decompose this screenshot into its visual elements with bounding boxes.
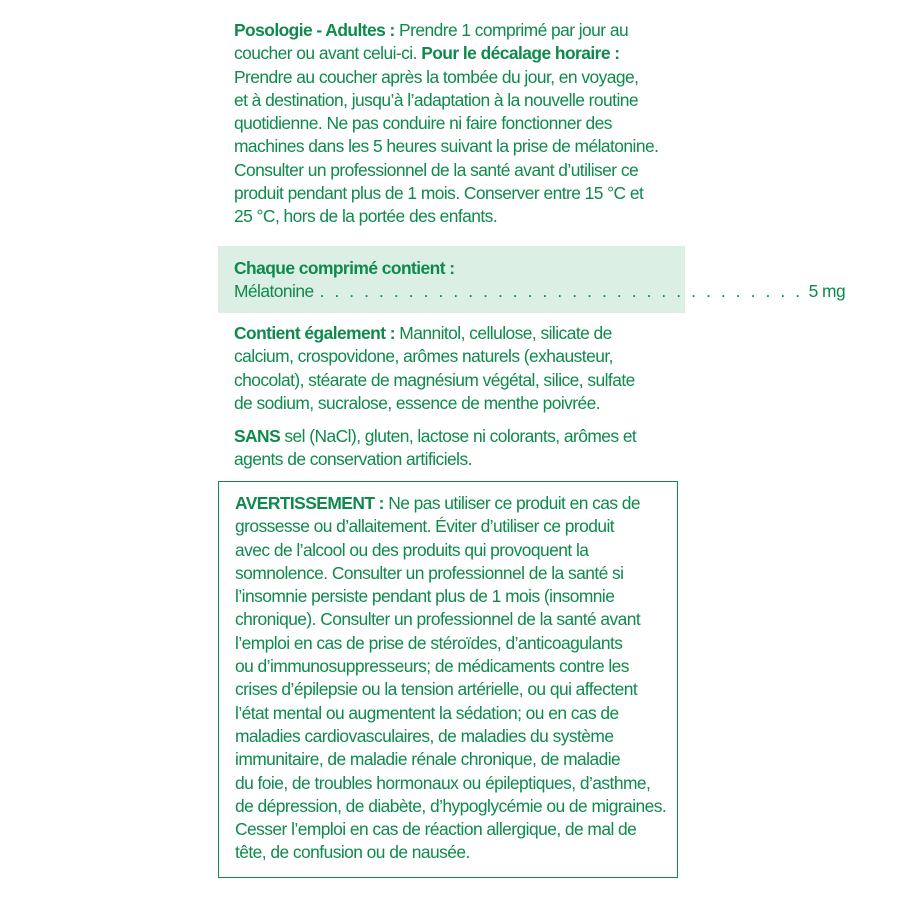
text-line xyxy=(235,748,677,771)
text-run: avec de l’alcool ou des produits qui provoquent la xyxy=(235,539,589,560)
text-run: l’état mental ou augmentent la sédation; ou en cas de xyxy=(235,702,619,723)
text-line xyxy=(235,608,677,631)
text-run: chocolat), stéarate de magnésium végétal, silice, sulfate xyxy=(234,369,635,390)
text-line xyxy=(234,425,668,448)
text-line xyxy=(235,585,677,608)
text-line xyxy=(235,841,677,864)
warning-box xyxy=(218,481,678,878)
text-run: Prendre 1 comprimé par jour au xyxy=(399,20,629,40)
text-run: produit pendant plus de 1 mois. Conserver entre 15 °C et xyxy=(234,183,644,204)
text-line xyxy=(234,42,668,65)
text-run: et à destination, jusqu’à l’adaptation à la nouvelle routine xyxy=(234,89,639,110)
text-run: de sodium, sucralose, essence de menthe poivrée. xyxy=(234,392,601,413)
text-run: Prendre au coucher après la tombée du jour, en voyage, xyxy=(234,66,639,87)
dosage-section xyxy=(218,19,668,229)
text-run: ou d’immunosuppresseurs; de médicaments contre les xyxy=(235,656,629,677)
ingredient-row xyxy=(234,280,846,303)
text-run: du foie, de troubles hormonaux ou épileptiques, d’asthme, xyxy=(235,772,651,793)
bold-heading-run: Pour le décalage horaire : xyxy=(421,43,620,64)
ingredient-amount: 5 mg xyxy=(808,281,846,302)
text-run: l’emploi en cas de prise de stéroïdes, d’anticoagulants xyxy=(235,632,623,653)
text-line xyxy=(234,345,668,368)
text-line xyxy=(234,135,668,158)
text-line xyxy=(234,66,668,89)
bold-heading-run: Posologie - Adultes : xyxy=(234,20,400,40)
text-run: quotidienne. Ne pas conduire ni faire fonctionner des xyxy=(234,113,612,134)
text-run: somnolence. Consulter un professionnel de la santé si xyxy=(235,562,624,583)
text-run: l’insomnie persiste pendant plus de 1 mois (insomnie xyxy=(235,586,615,607)
text-line xyxy=(234,159,668,182)
text-line xyxy=(234,112,668,135)
warning-text xyxy=(235,492,677,865)
text-line xyxy=(235,492,677,515)
text-run: Cesser l’emploi en cas de réaction allergique, de mal de xyxy=(235,819,637,840)
free-from-section xyxy=(218,425,668,472)
text-line xyxy=(234,19,668,42)
text-run: grossesse ou d’allaitement. Éviter d’utiliser ce produit xyxy=(235,516,615,537)
text-run: 25 °C, hors de la portée des enfants. xyxy=(234,206,498,227)
text-run: sel (NaCl), gluten, lactose ni colorants, arômes et xyxy=(280,426,637,446)
text-run: maladies cardiovasculaires, de maladies du système xyxy=(235,725,614,746)
text-line xyxy=(235,725,677,748)
also-contains-text xyxy=(234,322,668,415)
non-medicinal-ingredients-section xyxy=(218,322,668,415)
text-run: coucher ou avant celui-ci. xyxy=(234,43,422,64)
ingredient-leader-dots: . . . . . . . . . . . . . . . . . . . . . . . . . . . . . . . . . xyxy=(319,281,803,302)
text-line xyxy=(235,818,677,841)
text-line xyxy=(234,89,668,112)
text-line xyxy=(234,392,668,415)
bold-heading-run: SANS xyxy=(234,426,281,446)
bold-heading-run: Contient également : xyxy=(234,323,400,343)
text-line xyxy=(234,448,668,471)
ingredient-name: Mélatonine xyxy=(234,281,314,302)
text-run: calcium, crospovidone, arômes naturels (exhausteur, xyxy=(234,346,613,367)
text-run: immunitaire, de maladie rénale chronique, de maladie xyxy=(235,749,621,770)
free-from-text xyxy=(234,425,668,472)
text-run: chronique). Consulter un professionnel de la santé avant xyxy=(235,609,641,630)
text-run: Mannitol, cellulose, silicate de xyxy=(399,323,612,343)
text-run: machines dans les 5 heures suivant la prise de mélatonine. xyxy=(234,136,659,157)
text-line xyxy=(235,562,677,585)
text-line xyxy=(235,702,677,725)
text-run: agents de conservation artificiels. xyxy=(234,449,472,470)
text-line xyxy=(234,369,668,392)
text-line xyxy=(235,678,677,701)
text-run: de dépression, de diabète, d’hypoglycémie ou de migraines. xyxy=(235,795,667,816)
text-line xyxy=(235,795,677,818)
text-line xyxy=(234,205,668,228)
bold-heading-run: AVERTISSEMENT : xyxy=(235,493,389,513)
dosage-text xyxy=(234,19,668,229)
text-line xyxy=(235,632,677,655)
text-run: tête, de confusion ou de nausée. xyxy=(235,842,470,863)
text-line xyxy=(235,515,677,538)
medicinal-ingredients-panel xyxy=(218,246,846,313)
text-line xyxy=(234,322,668,345)
text-line xyxy=(235,539,677,562)
text-run: Ne pas utiliser ce produit en cas de xyxy=(388,493,641,513)
text-line xyxy=(234,182,668,205)
ingredients-heading: Chaque comprimé contient : xyxy=(234,258,455,278)
text-line xyxy=(235,772,677,795)
text-run: Consulter un professionnel de la santé avant d’utiliser ce xyxy=(234,159,639,180)
text-run: crises d’épilepsie ou la tension artérielle, ou qui affectent xyxy=(235,679,638,700)
text-line xyxy=(235,655,677,678)
